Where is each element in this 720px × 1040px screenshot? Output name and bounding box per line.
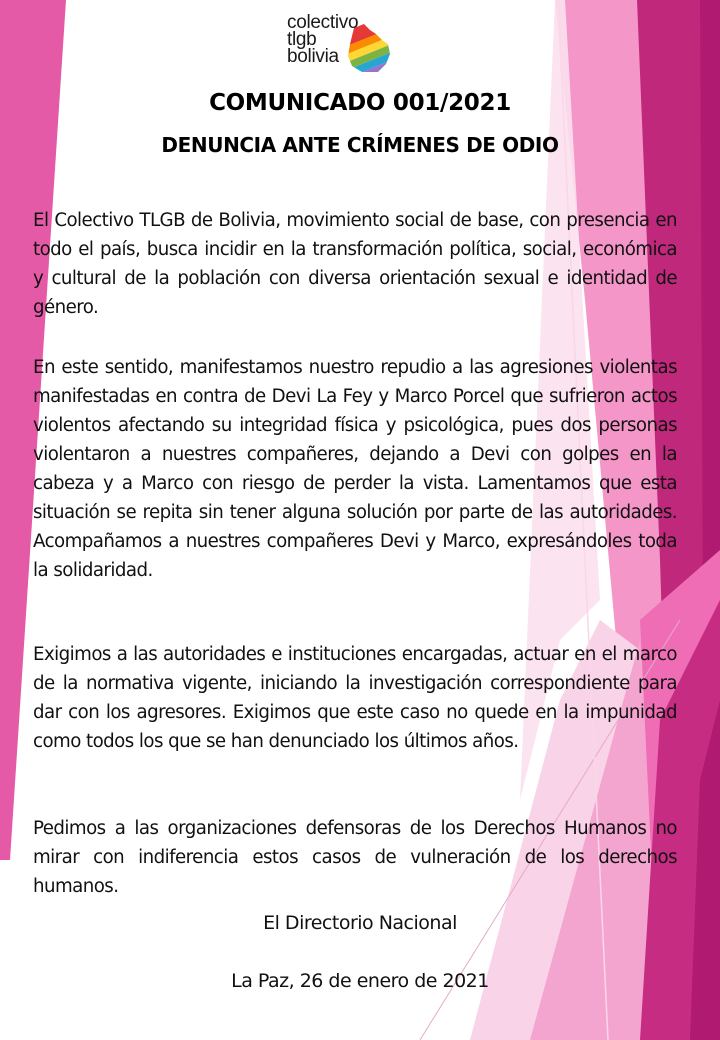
logo [287, 14, 397, 76]
paragraph-exigimos: Exigimos a las autoridades e instituciones encargadas, actuar en el marco de la normativa vigente, iniciando la investigación correspondiente para dar con los agresores. Exigimos que este caso no quede en la impunidad como todos los que se han denunciado los últimos años. [33, 644, 677, 753]
signature: El Directorio Nacional [263, 912, 457, 934]
paragraph-pedimos: Pedimos a las organizaciones defensoras de los Derechos Humanos no mirar con indiferencia estos casos de vulneración de los derechos humanos. [33, 818, 677, 898]
place-date: La Paz, 26 de enero de 2021 [231, 970, 489, 992]
page-subtitle: DENUNCIA ANTE CRÍMENES DE ODIO [161, 133, 559, 157]
paragraph-repudio: En este sentido, manifestamos nuestro repudio a las agresiones violentas manifestadas en contra de Devi La Fey y Marco Porcel que sufrieron actos violentos afectando su integridad física y psicológica, pues dos personas violentaron a nuestres compañeres, dejando a Devi con golpes en la cabeza y a Marco con riesgo de perder la vista. Lamentamos que esta situación se repita sin tener alguna solución por parte de las autoridades. Acompañamos a nuestres compañeres Devi y Marco, expresándoles toda la solidaridad. [33, 357, 677, 582]
logo-line-2: tlgb [287, 29, 317, 50]
logo-line-3: bolivia [287, 46, 339, 67]
logo-line-1: colectivo [287, 12, 359, 33]
paragraph-intro: El Colectivo TLGB de Bolivia, movimiento social de base, con presencia en todo el país, busca incidir en la transformación política, social, económica y cultural de la población con diversa orientación sexual e identidad de género. [33, 210, 677, 319]
page-title: COMUNICADO 001/2021 [209, 90, 511, 116]
logo-wordmark [287, 14, 358, 65]
